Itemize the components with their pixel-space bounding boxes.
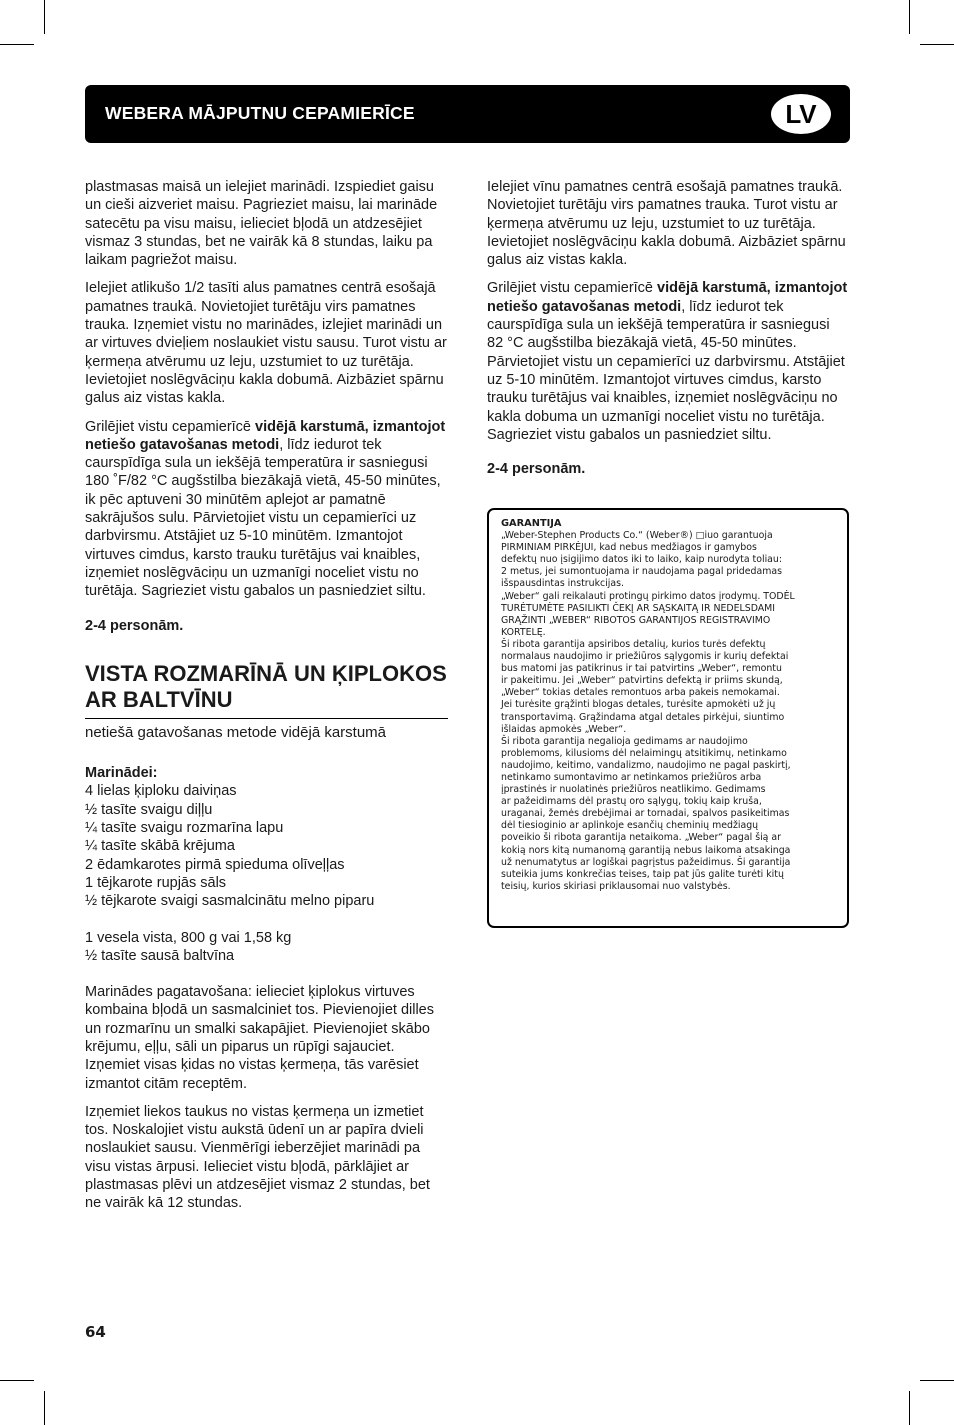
crop-mark [44,0,45,34]
crop-mark [920,44,954,45]
ingredient-item: ½ tasīte svaigu diļļu [85,801,213,818]
ingredient-item: ¼ tasīte svaigu rozmarīna lapu [85,820,284,837]
warranty-line: poveikio ši ribota garantija netaikoma. „Weber“ pagal šią ar [501,832,782,844]
warranty-line: naudojimo, keitimo, vandalizmo, naudojimo ne pagal paskirtį, [501,759,791,771]
warranty-line: įprastinės ir nuolatinės priežiūros neatlikimo. Gedimams [501,784,766,796]
ingredient-item: ½ tējkarote svaigi sasmalcinātu melno piparu [85,893,375,910]
ingredient-item: ½ tasīte sausā baltvīna [85,947,235,964]
recipe-title: VISTA ROZMARĪNĀ UN ĶIPLOKOS AR BALTVĪNU [85,661,448,719]
grill-method-bold: vidējā karstumā, izmantojot netiešo gatavošanas metodi [487,280,848,315]
servings: 2-4 personām. [85,617,184,634]
warranty-line: netinkamo sumontavimo ar netinkamos priežiūros arba [501,771,762,783]
language-badge: LV [771,94,831,134]
warranty-line: defektų nuo įsigijimo datos iki to laiko, kaip nurodyta toliau: [501,554,783,566]
servings: 2-4 personām. [487,461,586,478]
warranty-line: Ši ribota garantija apsiribos detalių, kurios turės defektų [501,638,766,650]
warranty-line: Ši ribota garantija negalioja gedimams ar naudojimo [501,735,748,747]
paragraph: Ielejiet atlikušo 1/2 tasīti alus pamatnes centrā esošajā pamatnes traukā. Novietojiet turētāju virs pamatnes trauka. Izņemiet vistu no marinādes, izlejiet marinādi un ar virtuves dvieļiem noslaukiet vistu sausu. Turot vistu ar ķermeņa atvērumu uz leju, uzstumiet to uz turētāja. Ievietojiet noslēgvāciņu kakla dobumā. Aizbāziet spārnu galus aiz vistas kakla. [85,280,447,407]
grill-rest: , līdz iedurot tek caurspīdīga sula un iekšējā temperatūra ir sasniegusi 180 ˚F/82 °C augšstilba biezākajā vietā, 45-50 minūtes, ik pēc aptuveni 30 minūtēm aplejot ar pamatnē sakrājušos sulu. Pārvietojiet vistu un cepamierīci uz darbvirsmu. Atstājiet uz 5-10 minūtēm. Izmantojot virtuves cimdus, karsto trauku turētājus vai knaibles, izņemiet noslēgvāciņu un uzmanīgi noceliet vistu no turētāja. Sagrieziet vistu gabalos un pasniedziet siltu. [85,436,441,600]
grill-method-bold: vidējā karstumā, izmantojot netiešo gatavošanas metodi [85,418,446,453]
ingredient-item: 2 ēdamkarotes pirmā spieduma olīveļļas [85,856,345,873]
main-ingredients [85,929,448,966]
warranty-line: uraganai, žemės drebėjimai ar tornadai, spalvos pasikeitimas [501,808,790,820]
crop-mark [0,1380,34,1381]
warranty-line: „Weber“ tokias detales remontuos arba pakeis nemokamai. [501,687,780,699]
warranty-box [487,508,849,928]
spacer [85,965,448,983]
ingredient-item: 1 vesela vista, 800 g vai 1,58 kg [85,929,292,946]
marinade-label: Marinādei: [85,765,158,782]
grill-prefix: Grilējiet vistu cepamierīcē [487,280,658,297]
crop-mark [909,1391,910,1425]
crop-mark [909,0,910,34]
marinade-ingredients [85,782,448,910]
warranty-line: „Weber-Stephen Products Co.“ (Weber®) □iuo garantuoja [501,530,773,542]
warranty-line: ir pakeitimu. Jei „Weber“ patvirtins defektą ir priims skundą, [501,675,783,687]
warranty-line: 2 metus, jei sumontuojama ir naudojama pagal pridedamas [501,566,782,578]
warranty-line: normalaus naudojimo ir priežiūros sąlygomis ir kurių defektai [501,651,789,663]
warranty-line: kokią nors kitą numanomą garantiją nebus laikoma atsakinga [501,844,791,856]
warranty-text [501,530,847,893]
spacer [85,911,448,929]
warranty-heading: GARANTIJA [501,518,562,529]
warranty-line: TURĖTUMĖTE PASILIKTI ČEKĮ AR SĄSKAITĄ IR NEDELSDAMI [501,602,776,614]
warranty-line: bus matomi jas patikrinus ir tai patvirtins „Weber“, remontu [501,663,782,675]
header-bar [85,85,850,143]
header-title: WEBERA MĀJPUTNU CEPAMIERĪCE [105,103,415,123]
warranty-line: GRĄŽINTI „WEBER“ RIBOTOS GARANTIJOS REGISTRAVIMO [501,614,771,626]
left-column [85,178,448,1223]
page-number: 64 [85,1323,106,1341]
grill-prefix: Grilējiet vistu cepamierīcē [85,418,256,435]
paragraph: Ielejiet vīnu pamatnes centrā esošajā pamatnes traukā. Novietojiet turētāju virs pamatnes trauka. Turot vistu ar ķermeņa atvērumu uz leju, uzstumiet to uz turētāja. Ievietojiet noslēgvāciņu kakla dobumā. Aizbāziet spārnu galus aiz vistas kakla. [487,179,846,269]
warranty-line: išspausdintas instrukcijas. [501,578,624,590]
warranty-line: „Weber“ gali reikalauti protingų pirkimo datos įrodymų. TODĖL [501,590,795,602]
warranty-line: teisių, kurios skiriasi priklausomai nuo valstybės. [501,880,731,892]
crop-mark [920,1380,954,1381]
ingredient-item: 1 tējkarote rupjās sāls [85,874,227,891]
paragraph: Izņemiet liekos taukus no vistas ķermeņa un izmetiet tos. Noskalojiet vistu aukstā ūdenī un ar papīra dvieli noslaukiet sausu. Vienmērīgi ieberzējiet marinādi pa visu vistas ārpusi. Ielieciet vistu bļodā, pārklājiet ar plastmasas plēvi un atdzesējiet vismaz 2 stundas, bet ne vairāk kā 12 stundas. [85,1103,430,1212]
warranty-line: PIRMINIAM PIRKĖJUI, kad nebus medžiagos ir gamybos [501,542,757,554]
warranty-line: KORTELĘ. [501,626,546,638]
warranty-line: suteikia jums konkrečias teises, taip pat jūs galite turėti kitų [501,868,784,880]
warranty-line: už nenumatytus ar logiškai pagrįstus pažeidimus. Ši garantija [501,856,791,868]
grill-instructions [487,279,849,444]
warranty-line: dėl tiesioginio ar aplinkoje esančių cheminių medžiagų [501,820,759,832]
warranty-line: ar pažeidimams dėl prastų oro sąlygų, tokių kaip kruša, [501,796,762,808]
grill-instructions [85,418,448,601]
recipe-method: netiešā gatavošanas metode vidējā karstumā [85,723,387,741]
paragraph: plastmasas maisā un ielejiet marinādi. Izspiediet gaisu un cieši aizveriet maisu. Pagrieziet maisu, lai marināde satecētu pa visu maisu, ielieciet bļodā un atdzesējiet vismaz 3 stundas, bet ne vairāk kā 8 stundas, laiku pa laikam pagriežot maisu. [85,179,438,269]
grill-rest: , līdz iedurot tek caurspīdīga sula un iekšējā temperatūra ir sasniegusi 82 °C augšstilba biezākajā vietā, 45-50 minūtes. Pārvietojiet vistu un cepamierīci uz darbvirsmu. Atstājiet uz 5-10 minūtēm. Izmantojot virtuves cimdus, karsto trauku turētājus vai knaibles, izņemiet noslēgvāciņu no kakla dobuma un uzmanīgi noceliet vistu no turētāja. Sagrieziet vistu gabalos un pasniedziet siltu. [487,298,845,443]
ingredient-item: ¼ tasīte skābā krējuma [85,838,235,855]
crop-mark [44,1391,45,1425]
ingredient-item: 4 lielas ķiploku daiviņas [85,783,237,800]
warranty-line: Jei turėsite grąžinti blogas detales, turėsite apmokėti už jų [501,699,776,711]
crop-mark [0,44,34,45]
right-column [487,178,849,488]
warranty-line: transportavimą. Grąžindama atgal detales pirkėjui, siuntimo [501,711,785,723]
paragraph: Marinādes pagatavošana: ielieciet ķiplokus virtuves kombaina bļodā un sasmalciniet tos. Pievienojiet dilles un rozmarīnu un smalki sakapājiet. Pievienojiet skābo krējumu, eļļu, sāli un piparus un rūpīgi sajauciet. Izņemiet visas ķidas no vistas ķermeņa, tās varēsiet izmantot citām receptēm. [85,984,434,1092]
warranty-line: problemoms, kilusioms dėl nelaimingų atsitikimų, netinkamo [501,747,787,759]
warranty-line: išlaidas apmokės „Weber“. [501,723,627,735]
